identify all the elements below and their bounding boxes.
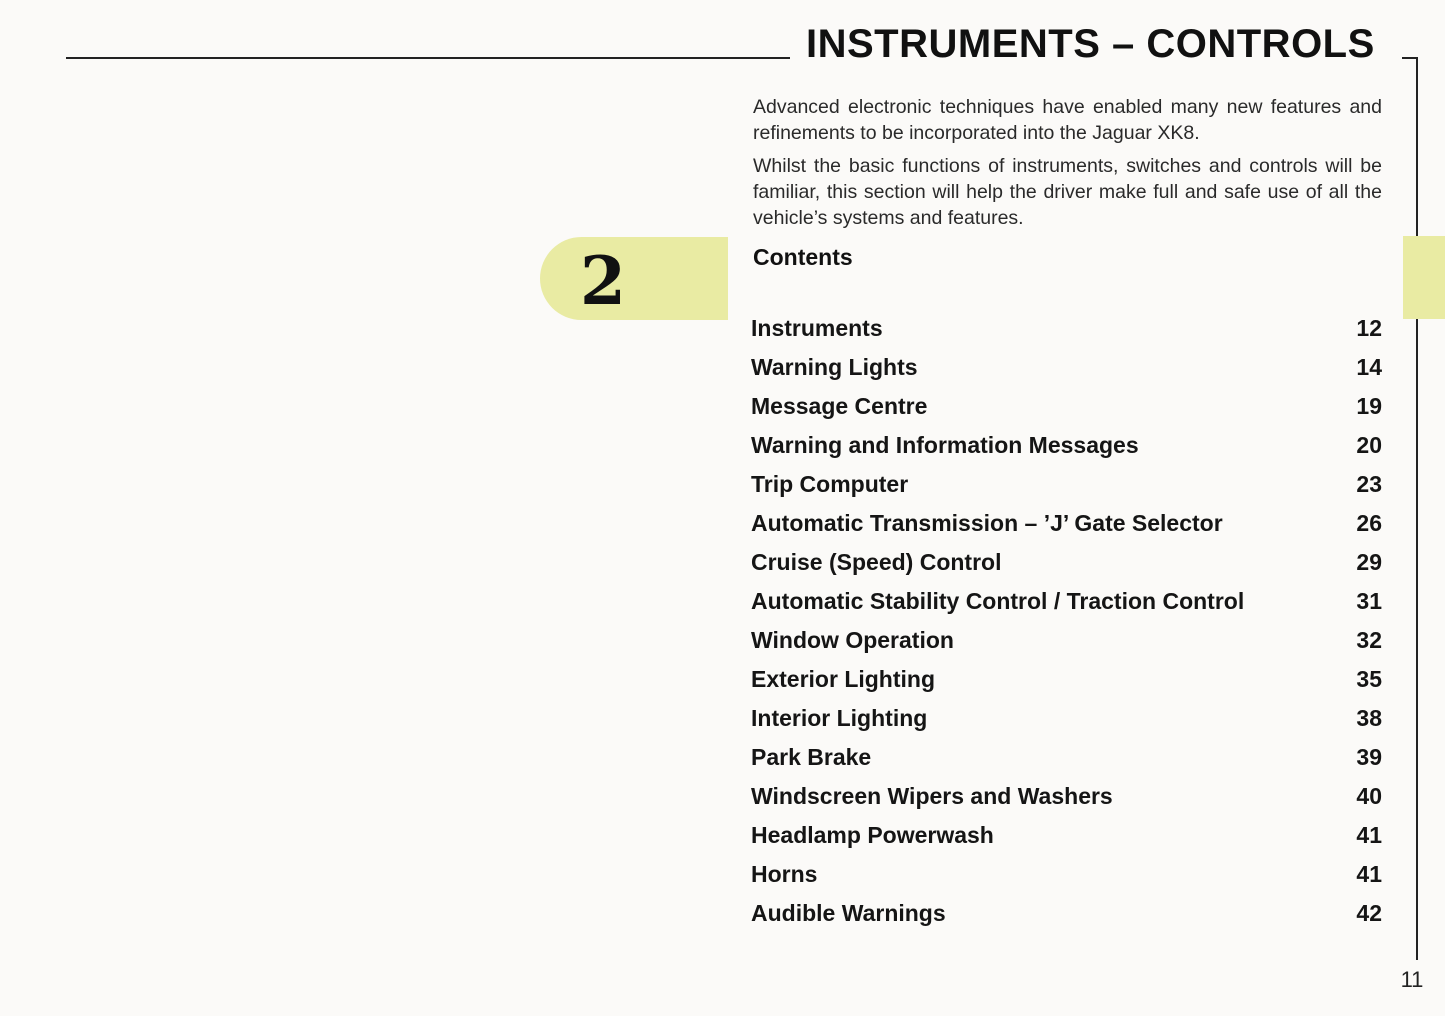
toc-title: Warning Lights <box>751 354 918 380</box>
toc-title: Park Brake <box>751 744 872 770</box>
toc-page: 14 <box>1356 354 1382 380</box>
toc-entry[interactable] <box>751 660 1382 699</box>
toc-page: 26 <box>1356 510 1382 536</box>
toc-entry[interactable] <box>751 855 1382 894</box>
toc-title: Window Operation <box>751 627 954 653</box>
toc-page: 40 <box>1356 783 1382 809</box>
chapter-tab <box>540 237 728 320</box>
toc-entry[interactable] <box>751 543 1382 582</box>
intro-paragraph: Advanced electronic techniques have enabled many new features and refinements to be incorporated into the Jaguar XK8. <box>753 96 1382 144</box>
toc-title: Headlamp Powerwash <box>751 822 994 848</box>
toc-title: Exterior Lighting <box>751 666 935 692</box>
toc-title: Warning and Information Messages <box>751 432 1139 458</box>
toc-page: 39 <box>1356 744 1382 770</box>
toc-page: 32 <box>1356 627 1382 653</box>
toc-entry[interactable] <box>751 387 1382 426</box>
toc-title: Windscreen Wipers and Washers <box>751 783 1113 809</box>
toc-page: 41 <box>1356 822 1382 848</box>
toc-title: Horns <box>751 861 818 887</box>
toc-entry[interactable] <box>751 426 1382 465</box>
toc-page: 23 <box>1356 471 1382 497</box>
toc-title: Automatic Transmission – ’J’ Gate Selector <box>751 510 1223 536</box>
header-rule <box>66 57 790 59</box>
toc-page: 29 <box>1356 549 1382 575</box>
toc-page: 38 <box>1356 705 1382 731</box>
toc-entry[interactable] <box>751 621 1382 660</box>
toc-page: 42 <box>1356 900 1382 926</box>
toc-entry[interactable] <box>751 816 1382 855</box>
toc-page: 31 <box>1356 588 1382 614</box>
toc-entry[interactable] <box>751 777 1382 816</box>
page-number: 11 <box>1400 967 1424 992</box>
table-of-contents <box>751 309 1382 933</box>
toc-entry[interactable] <box>751 504 1382 543</box>
contents-heading: Contents <box>753 244 853 270</box>
toc-page: 19 <box>1356 393 1382 419</box>
edge-thumb-tab <box>1403 236 1445 319</box>
toc-page: 12 <box>1356 315 1382 341</box>
toc-page: 41 <box>1356 861 1382 887</box>
toc-title: Trip Computer <box>751 471 909 497</box>
toc-page: 20 <box>1356 432 1382 458</box>
toc-page: 35 <box>1356 666 1382 692</box>
toc-entry[interactable] <box>751 465 1382 504</box>
toc-title: Instruments <box>751 315 883 341</box>
toc-title: Message Centre <box>751 393 928 419</box>
toc-entry[interactable] <box>751 582 1382 621</box>
toc-entry[interactable] <box>751 348 1382 387</box>
frame-right-rule <box>1416 57 1418 960</box>
toc-entry[interactable] <box>751 699 1382 738</box>
toc-entry[interactable] <box>751 738 1382 777</box>
intro-text <box>753 94 1382 238</box>
toc-title: Automatic Stability Control / Traction Control <box>751 588 1245 614</box>
toc-title: Audible Warnings <box>751 900 946 926</box>
page-title: INSTRUMENTS – CONTROLS <box>806 22 1375 66</box>
intro-paragraph: Whilst the basic functions of instruments, switches and controls will be familiar, this section will help the driver make full and safe use of all the vehicle’s systems and features. <box>753 155 1382 229</box>
toc-entry[interactable] <box>751 309 1382 348</box>
chapter-number: 2 <box>580 242 626 320</box>
toc-entry[interactable] <box>751 894 1382 933</box>
toc-title: Cruise (Speed) Control <box>751 549 1002 575</box>
toc-title: Interior Lighting <box>751 705 928 731</box>
